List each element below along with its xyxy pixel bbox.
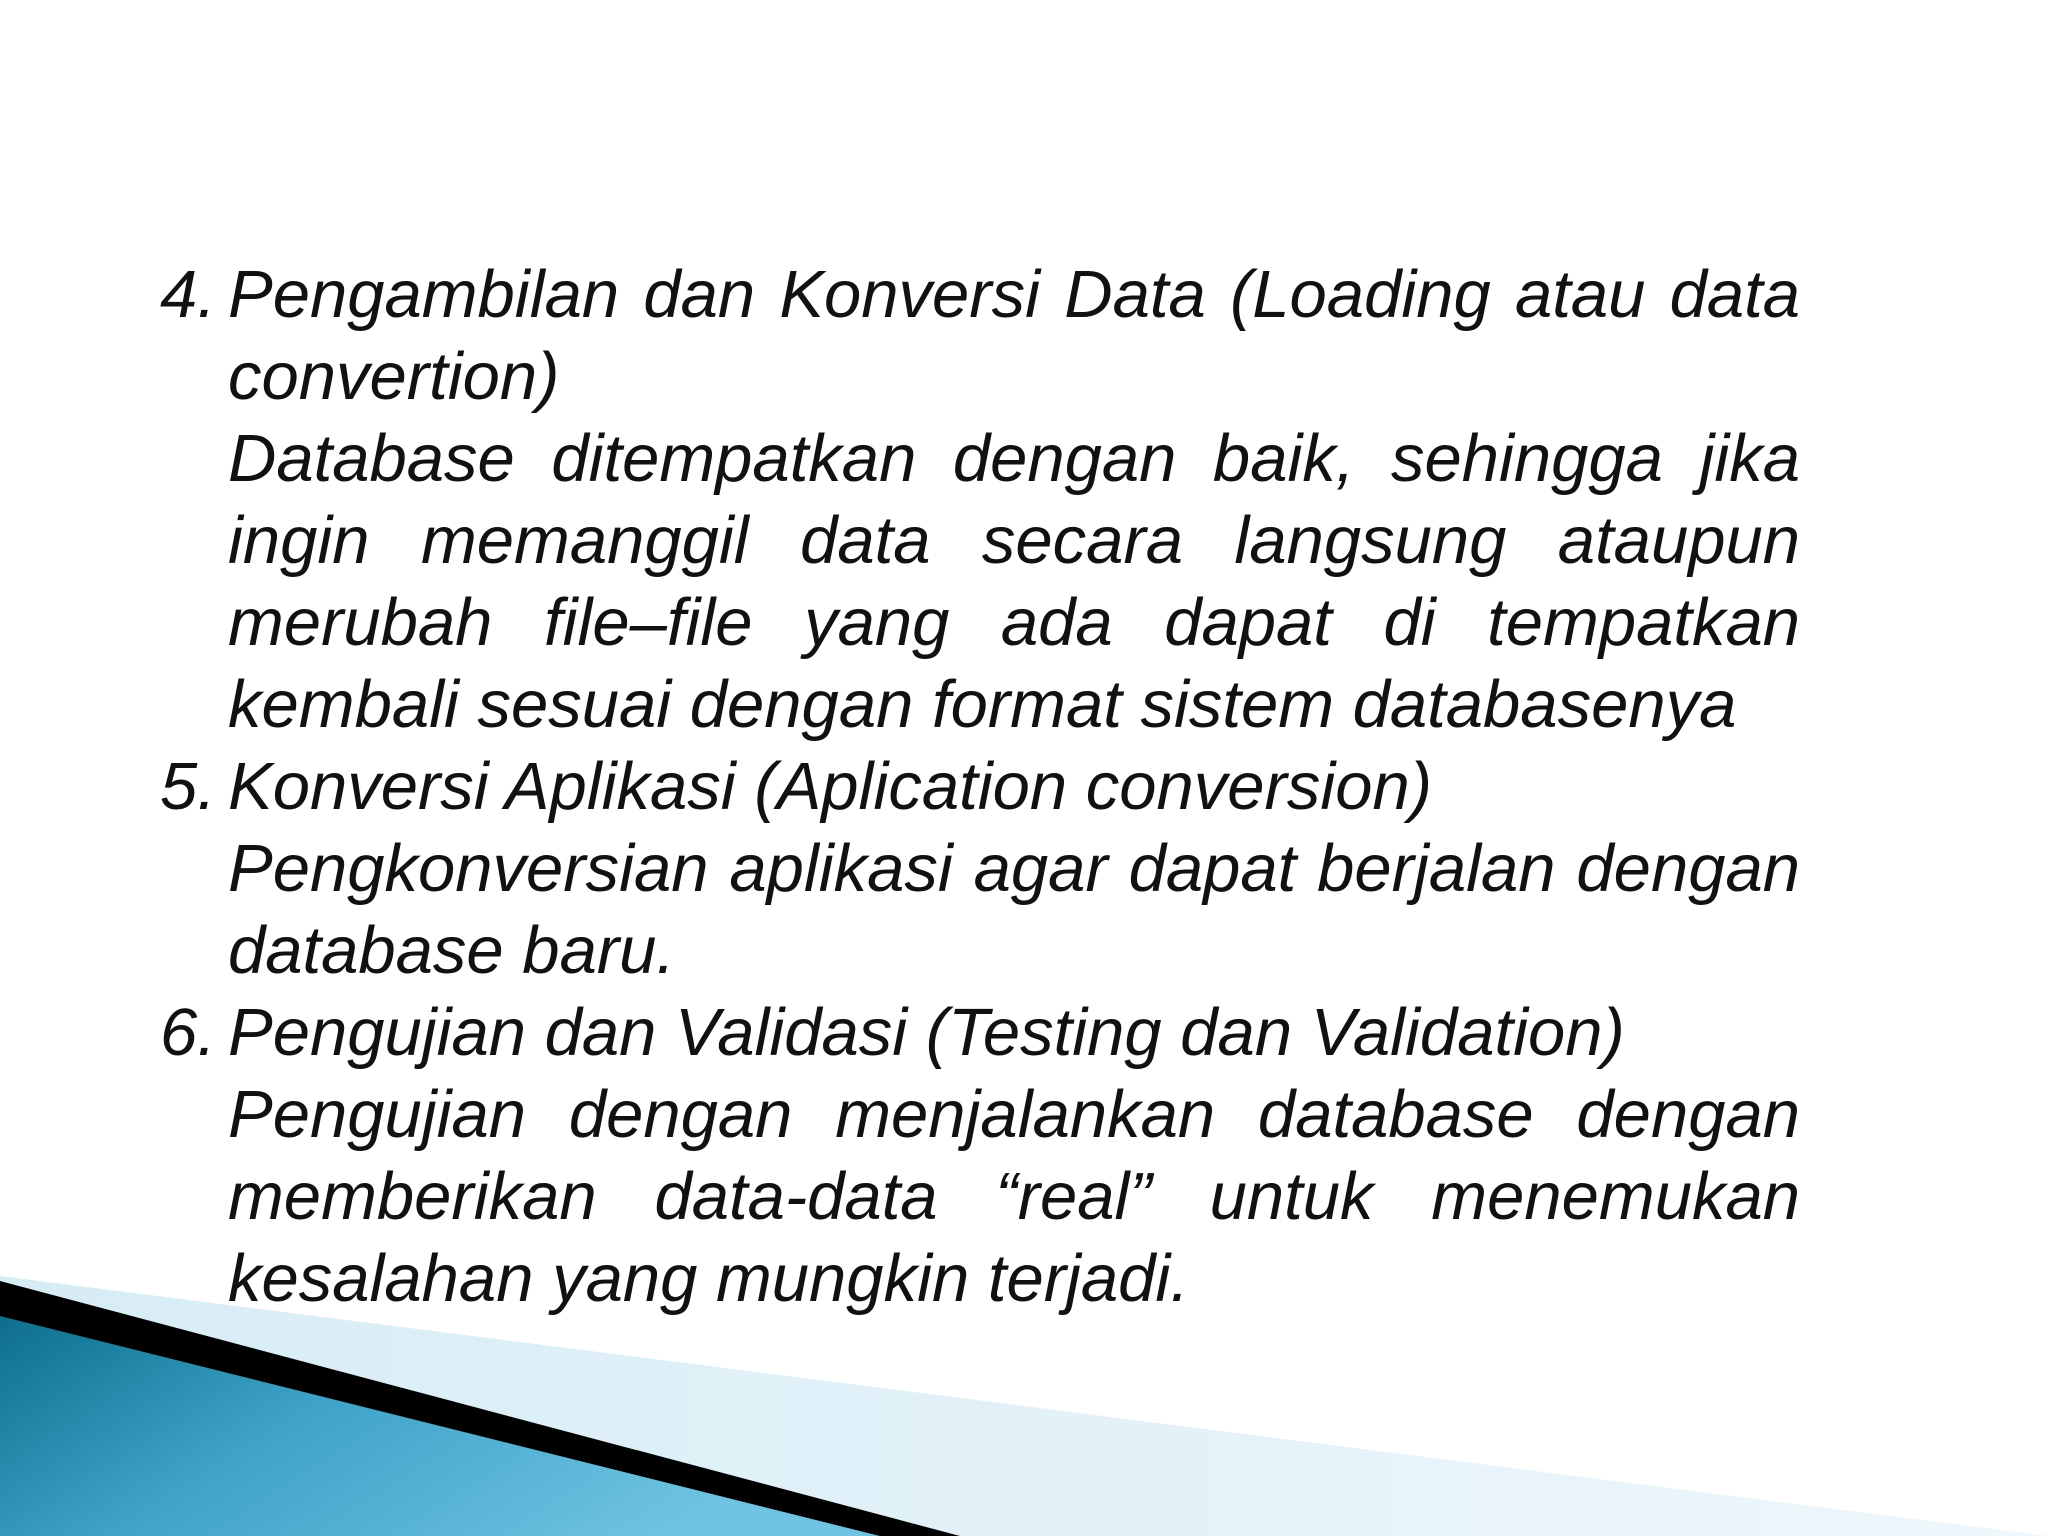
item-number: 6. (160, 995, 216, 1070)
list-item (160, 746, 1800, 992)
item-number: 4. (160, 257, 216, 332)
item-description: Pengujian dengan menjalankan database dengan memberikan data-data “real” untuk menemukan kesalahan yang mungkin terjadi. (228, 1077, 1800, 1316)
item-description: Database ditempatkan dengan baik, sehingga jika ingin memanggil data secara langsung ataupun merubah file–file yang ada dapat di tempatkan kembali sesuai dengan format sistem databasenya (228, 421, 1800, 742)
item-title: Konversi Aplikasi (Aplication conversion) (228, 749, 1433, 824)
list-item (160, 254, 1800, 746)
item-title: Pengambilan dan Konversi Data (Loading atau data convertion) (228, 257, 1800, 414)
numbered-list (160, 254, 1800, 1320)
item-number: 5. (160, 749, 216, 824)
item-description: Pengkonversian aplikasi agar dapat berjalan dengan database baru. (228, 831, 1800, 988)
list-item (160, 992, 1800, 1320)
item-title: Pengujian dan Validasi (Testing dan Validation) (228, 995, 1625, 1070)
